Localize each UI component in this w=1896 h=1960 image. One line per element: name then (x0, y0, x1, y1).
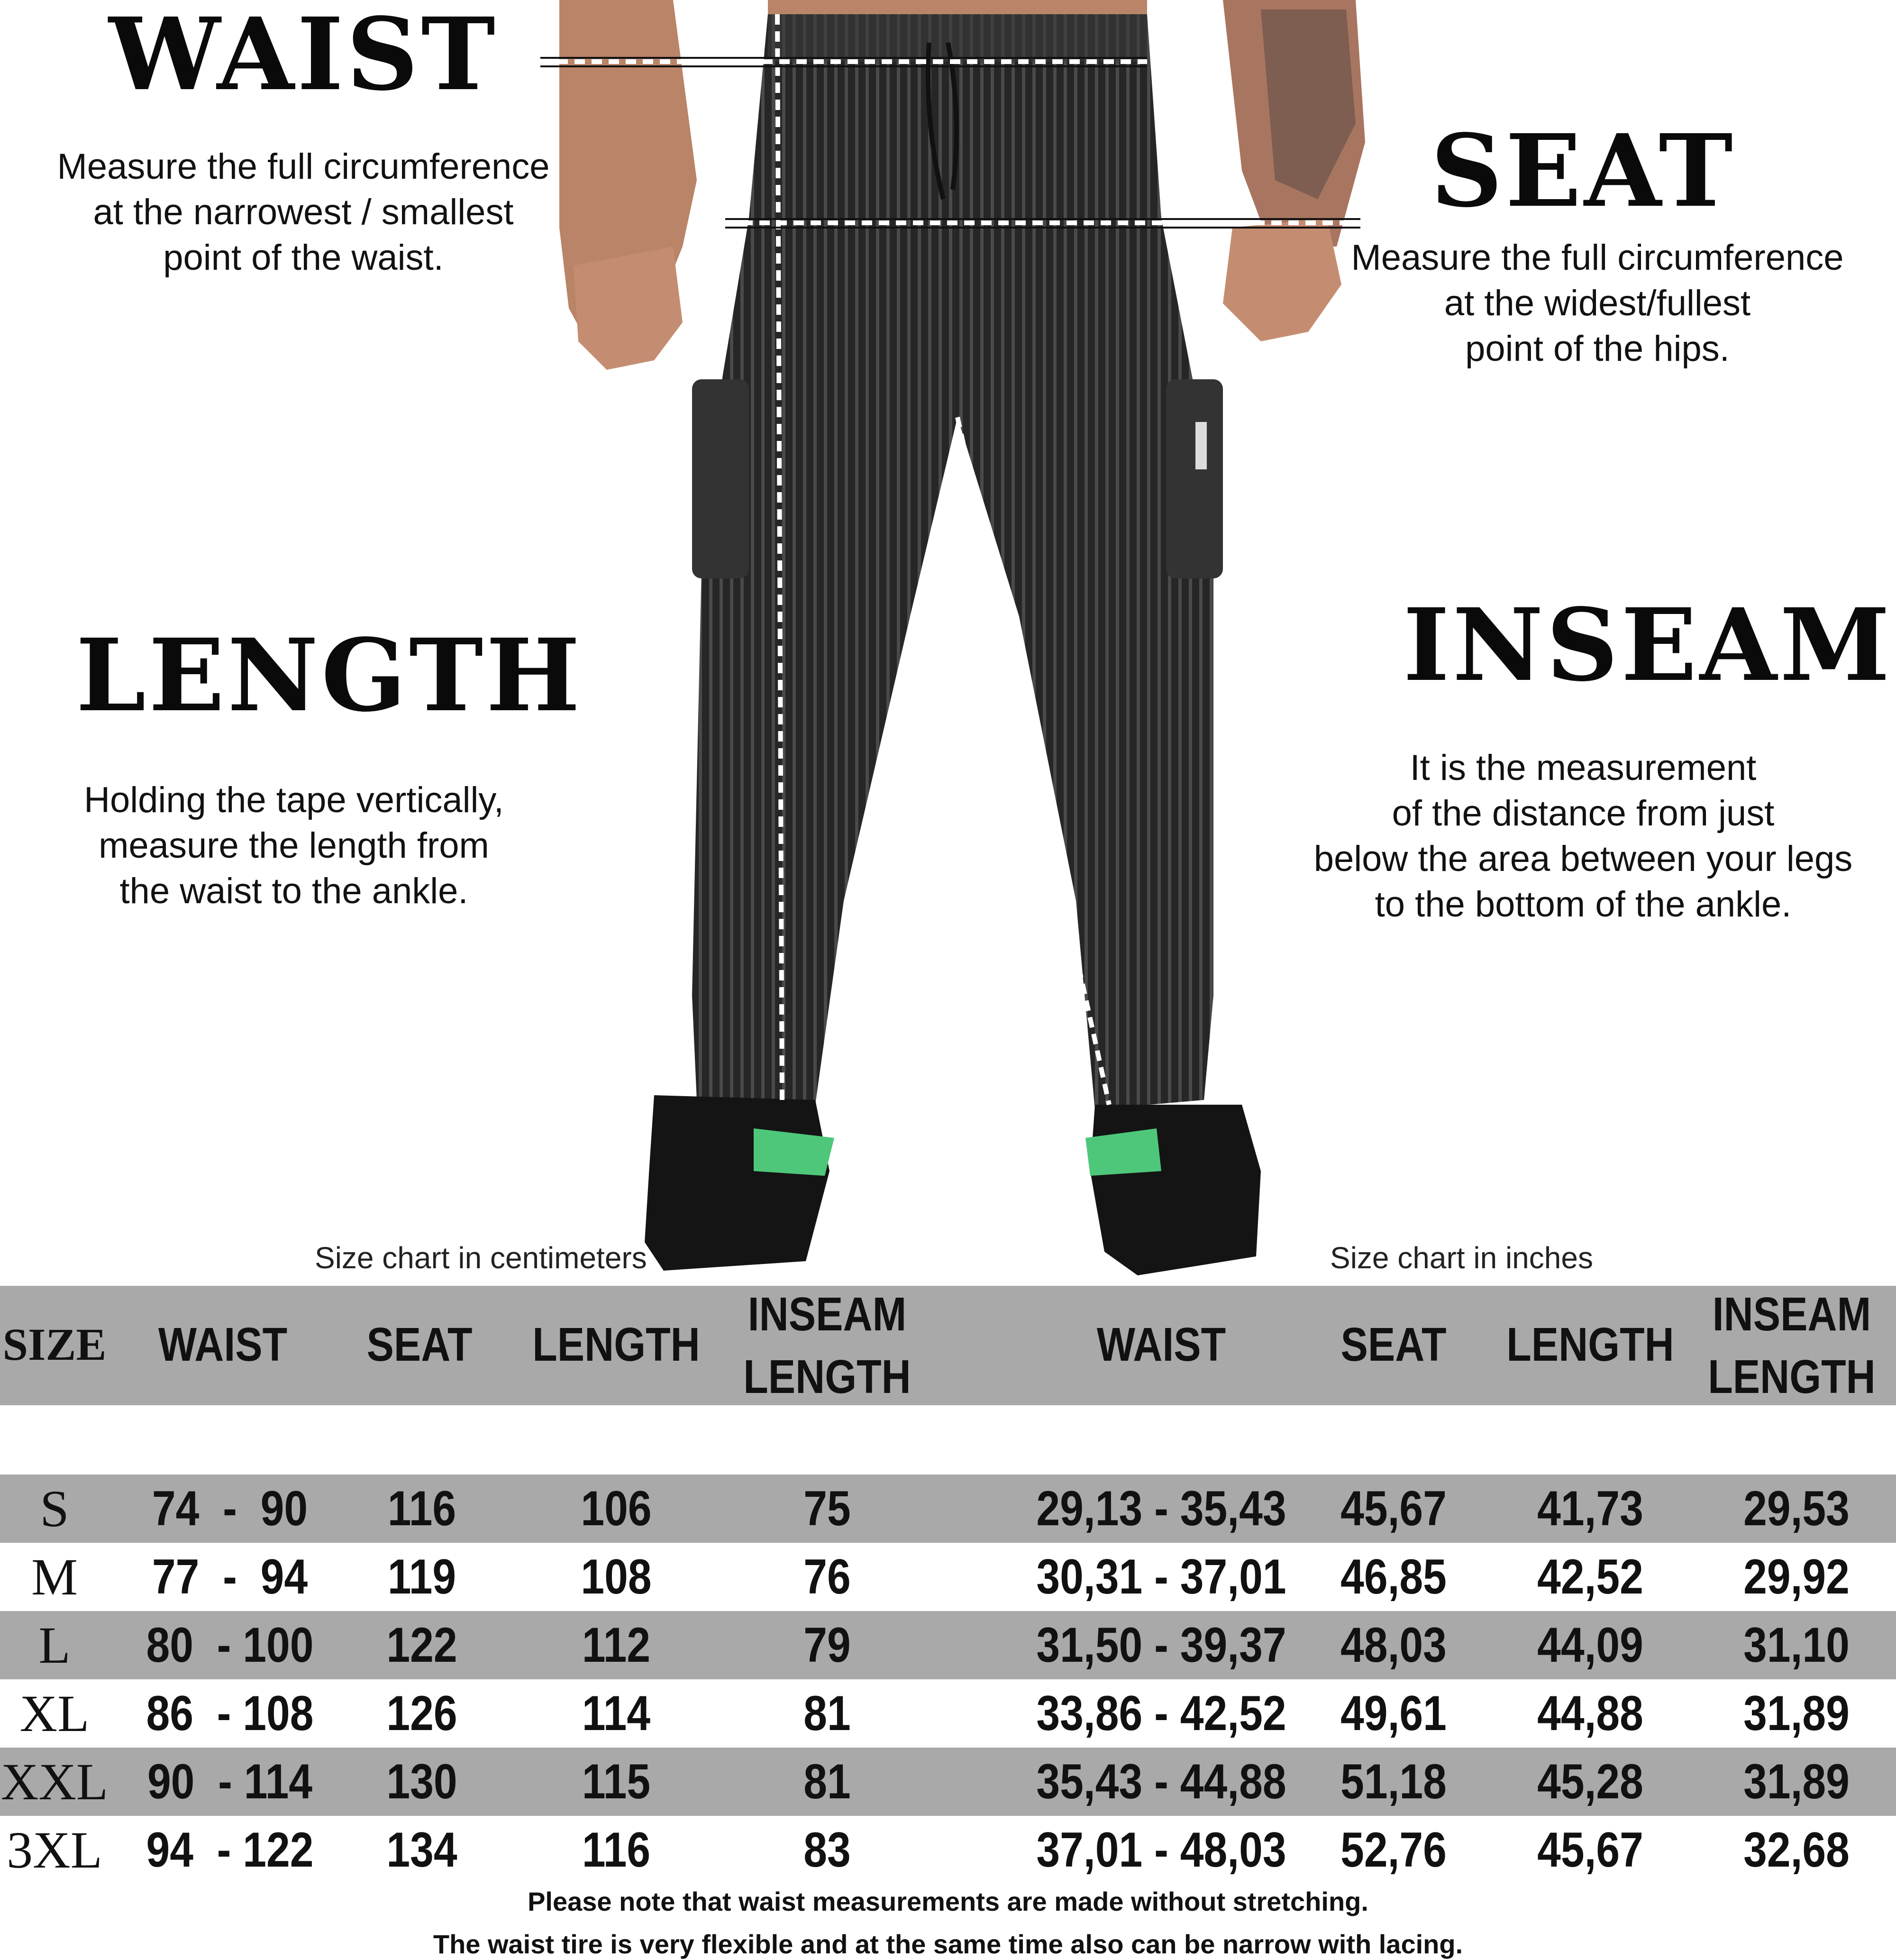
inseam-desc-line: below the area between your legs (1313, 839, 1853, 879)
cm-length-cell: 108 (581, 1549, 652, 1604)
length-title: LENGTH (76, 617, 583, 734)
in-seat-cell: 48,03 (1340, 1618, 1447, 1673)
in-length-cell: 44,88 (1537, 1686, 1643, 1741)
in-waist-cell: 30,31 - 37,01 (1036, 1549, 1286, 1604)
note-waist-lacing: The waist tire is very flexible and at the same time also can be narrow with lacing. (433, 1929, 1463, 1959)
cm-seat-cell: 126 (386, 1686, 457, 1741)
cm-length-cell: 114 (582, 1686, 651, 1741)
in-inseam-cell: 31,89 (1743, 1686, 1850, 1741)
left-pocket (692, 379, 749, 578)
table-row (0, 1611, 1896, 1679)
in-seat-cell: 45,67 (1340, 1481, 1447, 1536)
waist-description (0, 144, 607, 281)
cm-inseam-cell: 79 (803, 1618, 851, 1673)
table-row (0, 1679, 1896, 1748)
header-cm-seat: SEAT (366, 1318, 473, 1371)
size-cell: 3XL (7, 1821, 102, 1879)
size-cell: S (40, 1480, 69, 1538)
note-waist-stretch: Please note that waist measurements are made without stretching. (528, 1887, 1368, 1916)
table-row (0, 1475, 1896, 1543)
length-desc-line: Holding the tape vertically, (84, 780, 504, 820)
header-in-inseam-length: LENGTH (1708, 1350, 1876, 1403)
length-description (0, 778, 588, 914)
cm-inseam-cell: 83 (803, 1823, 851, 1878)
header-cm-inseam: INSEAM (747, 1288, 907, 1341)
cm-seat-cell: 134 (386, 1823, 457, 1878)
cm-waist-cell: 90 - 114 (147, 1754, 313, 1809)
in-length-cell: 42,52 (1537, 1549, 1643, 1604)
table-row (0, 1816, 1896, 1884)
table-row (0, 1543, 1896, 1611)
in-seat-cell: 51,18 (1340, 1754, 1447, 1809)
caption-inch: Size chart in inches (1330, 1241, 1593, 1275)
in-inseam-cell: 31,10 (1743, 1618, 1850, 1673)
in-length-cell: 45,28 (1537, 1754, 1643, 1809)
in-seat-cell: 52,76 (1340, 1823, 1447, 1878)
size-cell: L (38, 1616, 71, 1674)
in-length-cell: 44,09 (1537, 1618, 1643, 1673)
cm-length-cell: 116 (582, 1823, 651, 1878)
cm-waist-cell: 94 - 122 (146, 1823, 314, 1878)
inseam-title: INSEAM (1403, 586, 1893, 704)
in-seat-cell: 46,85 (1340, 1549, 1447, 1604)
seat-description (1299, 235, 1896, 372)
waist-title: WAIST (109, 0, 498, 113)
in-waist-cell: 37,01 - 48,03 (1036, 1823, 1286, 1878)
waist-desc-line: at the narrowest / smallest (93, 192, 514, 232)
cm-inseam-cell: 75 (803, 1481, 851, 1536)
header-in-waist: WAIST (1096, 1318, 1226, 1371)
cm-seat-cell: 116 (387, 1481, 456, 1536)
header-in-length: LENGTH (1506, 1318, 1674, 1371)
header-cm-length: LENGTH (532, 1318, 700, 1371)
in-length-cell: 41,73 (1537, 1481, 1643, 1536)
right-pocket (1166, 379, 1223, 578)
in-waist-cell: 29,13 - 35,43 (1036, 1481, 1286, 1536)
in-inseam-cell: 32,68 (1743, 1823, 1850, 1878)
length-desc-line: measure the length from (99, 825, 489, 866)
cm-seat-cell: 130 (386, 1754, 457, 1809)
in-inseam-cell: 31,89 (1743, 1754, 1850, 1809)
in-seat-cell: 49,61 (1340, 1686, 1447, 1741)
caption-cm: Size chart in centimeters (315, 1241, 647, 1275)
cm-length-cell: 112 (582, 1618, 651, 1673)
cm-waist-cell: 74 - 90 (152, 1481, 308, 1536)
inseam-desc-line: It is the measurement (1410, 748, 1757, 788)
in-waist-cell: 31,50 - 39,37 (1036, 1618, 1286, 1673)
waist-desc-line: point of the waist. (163, 238, 444, 278)
waistband (768, 14, 1147, 62)
header-in-inseam: INSEAM (1712, 1288, 1871, 1341)
cm-inseam-cell: 81 (803, 1754, 851, 1809)
seat-title: SEAT (1431, 112, 1736, 229)
length-desc-line: the waist to the ankle. (119, 871, 468, 911)
inseam-desc-line: of the distance from just (1392, 793, 1775, 833)
left-shoe (645, 1095, 830, 1271)
cm-inseam-cell: 81 (803, 1686, 851, 1741)
cm-waist-cell: 77 - 94 (152, 1549, 308, 1604)
size-cell: XXL (0, 1753, 109, 1811)
in-inseam-cell: 29,92 (1743, 1549, 1850, 1604)
seat-desc-line: point of the hips. (1465, 329, 1730, 369)
pocket-label (1195, 422, 1207, 469)
header-cm-waist: WAIST (158, 1318, 288, 1371)
cm-waist-cell: 80 - 100 (146, 1618, 314, 1673)
inseam-description (1270, 745, 1896, 927)
cm-seat-cell: 122 (386, 1618, 457, 1673)
cm-inseam-cell: 76 (803, 1549, 851, 1604)
cm-length-cell: 106 (581, 1481, 652, 1536)
header-size: SIZE (2, 1319, 107, 1370)
size-cell: M (31, 1548, 78, 1606)
size-cell: XL (19, 1685, 90, 1742)
right-shoe (1090, 1105, 1261, 1275)
waist-desc-line: Measure the full circumference (57, 147, 550, 187)
in-inseam-cell: 29,53 (1743, 1481, 1850, 1536)
seat-desc-line: Measure the full circumference (1351, 238, 1844, 278)
cm-waist-cell: 86 - 108 (146, 1686, 314, 1741)
header-cm-inseam-length: LENGTH (743, 1350, 911, 1403)
seat-desc-line: at the widest/fullest (1444, 283, 1751, 323)
in-waist-cell: 33,86 - 42,52 (1036, 1686, 1286, 1741)
cm-seat-cell: 119 (387, 1549, 456, 1604)
table-row (0, 1748, 1896, 1816)
inseam-desc-line: to the bottom of the ankle. (1375, 884, 1792, 925)
cm-length-cell: 115 (582, 1754, 651, 1809)
header-in-seat: SEAT (1340, 1318, 1447, 1371)
in-length-cell: 45,67 (1537, 1823, 1643, 1878)
in-waist-cell: 35,43 - 44,88 (1036, 1754, 1286, 1809)
